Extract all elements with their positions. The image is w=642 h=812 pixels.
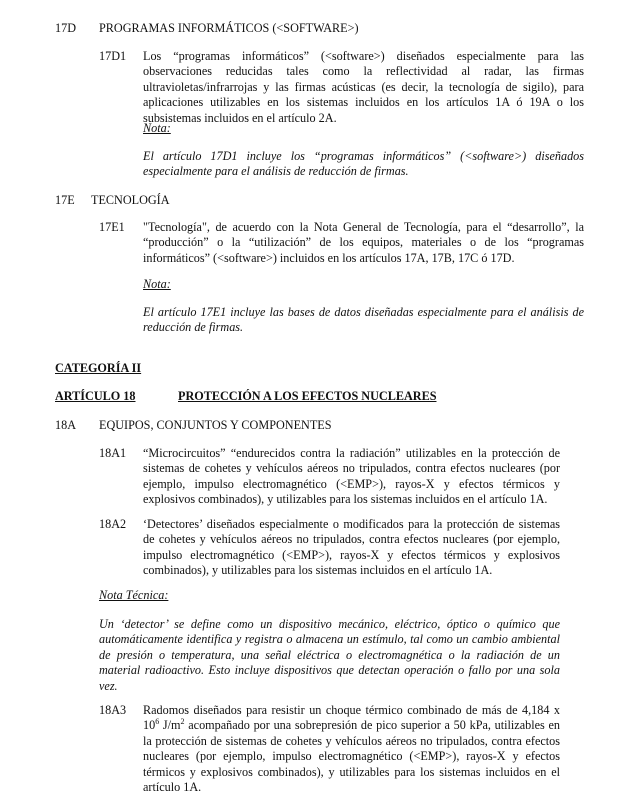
item-text-17d1: Los “programas informáticos” (<software>) diseñados especialmente para las observaciones reducidas tales como la reflectividad al radar, las firmas ultravioletas/infrarrojas y las firmas acústicas (es decir, la tecnología de sigilo), para aplicaciones utilizables en los sistemas incluidos en los artículos 1A ó 19A o los subsistemas incluidos en el artículo 2A. xyxy=(143,49,584,125)
note-text-17e: El artículo 17E1 incluye las bases de datos diseñadas especialmente para el análisis de reducción de firmas. xyxy=(143,305,584,335)
item-code-17e1: 17E1 xyxy=(99,220,125,234)
section-title-18a: EQUIPOS, CONJUNTOS Y COMPONENTES xyxy=(99,418,332,432)
item-text-18a3: Radomos diseñados para resistir un choque térmico combinado de más de 4,184 x $10^6$ $J/m^2$ acompañado por una sobrepresión de pico superior a 50 kPa, utilizables en la protección de sistemas de cohetes y vehículos aéreos no tripulados, contra efectos nucleares (por ejemplo, impulso electromagnético (<EMP>), rayos-X y efectos térmicos y explosivos combinados), y utilizables para los sistemas incluidos en el artículo 1A. xyxy=(143,703,560,795)
tech-note-label: Nota Técnica: xyxy=(99,588,169,602)
item-text-18a2: ‘Detectores’ diseñados especialmente o modificados para la protección de sistemas de cohetes y vehículos aéreos no tripulados, contra efectos nucleares (por ejemplo, impulso electromagnético (<EMP>), rayos-X y efectos térmicos y explosivos combinados), y utilizables para los sistemas incluidos en el artículo 1A. xyxy=(143,517,560,578)
note-label-17e: Nota: xyxy=(143,277,171,291)
item-text-18a1: “Microcircuitos” “endurecidos contra la radiación” utilizables en la protección de sistemas de cohetes y vehículos aéreos no tripulados, contra efectos nucleares (por ejemplo, impulso electromagnético (<EMP>), rayos-X y efectos térmicos y explosivos combinados), y utilizables para los sistemas incluidos en el artículo 1A. xyxy=(143,446,560,507)
item-code-17d1: 17D1 xyxy=(99,49,127,63)
item-code-18a3: 18A3 xyxy=(99,703,127,717)
section-title-17e: TECNOLOGÍA xyxy=(91,193,170,207)
item-code-18a1: 18A1 xyxy=(99,446,127,460)
item-text-17e1: "Tecnología", de acuerdo con la Nota General de Tecnología, para el “desarrollo”, la “producción” o la “utilización” de los equipos, materiales o de los “programas informáticos” (<software>) incluidos en los artículos 17A, 17B, 17C ó 17D. xyxy=(143,220,584,265)
article-label: ARTÍCULO 18 xyxy=(55,389,136,403)
section-code-18a: 18A xyxy=(55,418,76,432)
article-title: PROTECCIÓN A LOS EFECTOS NUCLEARES xyxy=(178,389,437,403)
section-code-17e: 17E xyxy=(55,193,75,207)
note-text-17d: El artículo 17D1 incluye los “programas informáticos” (<software>) diseñados especialmente para el análisis de reducción de firmas. xyxy=(143,149,584,179)
tech-note-text: Un ‘detector’ se define como un dispositivo mecánico, eléctrico, óptico o químico que automáticamente identifica y registra o almacena un estímulo, tal como un cambio ambiental de presión o temperatura, una señal eléctrica o electromagnética o la radiación de un material radioactivo. Esto incluye dispositivos que detectan operación o fallo por una sola vez. xyxy=(99,617,560,693)
item-code-18a2: 18A2 xyxy=(99,517,127,531)
category-heading: CATEGORÍA II xyxy=(55,361,142,375)
note-label-17d: Nota: xyxy=(143,121,171,135)
section-code-17d: 17D xyxy=(55,21,76,35)
section-title-17d: PROGRAMAS INFORMÁTICOS (<SOFTWARE>) xyxy=(99,21,359,35)
